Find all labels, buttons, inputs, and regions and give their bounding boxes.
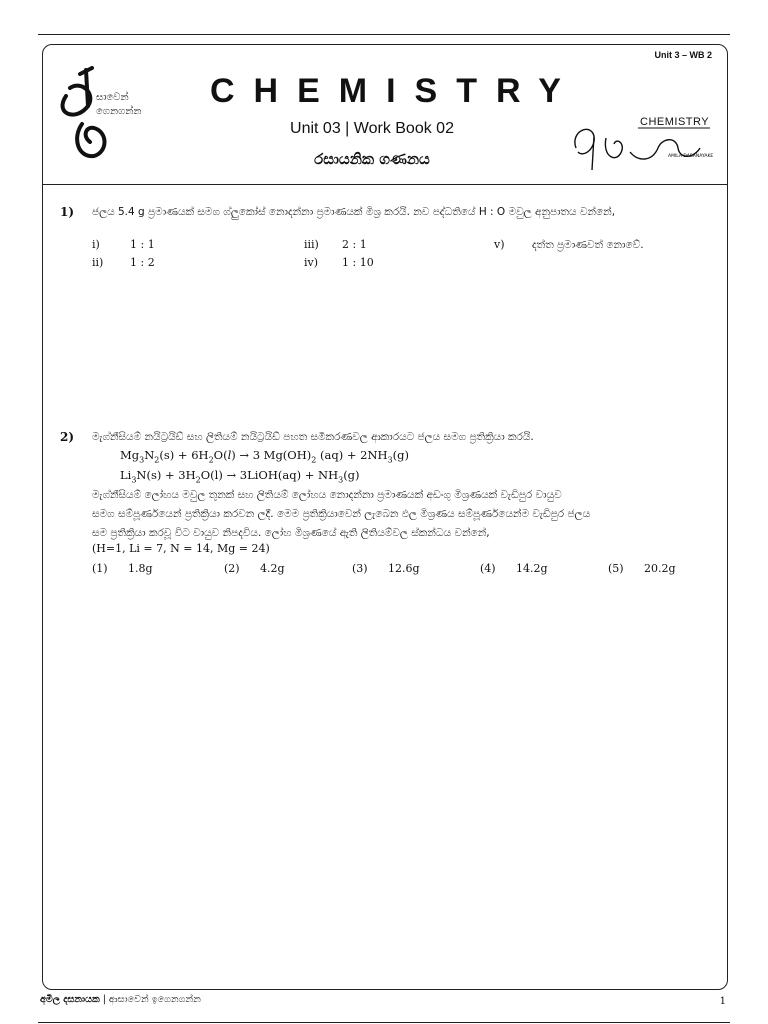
answer-key: (2) <box>224 562 240 575</box>
q2-paragraph-line-3: සම ප්‍රතික්‍රියා කරවූ විට වායුව නිපදවිය. ලෝහ මිශ්‍රණයේ ඇති ලිතියම්වල ස්කන්ධය වන්නේ, <box>92 527 490 539</box>
brand-word: CHEMISTRY <box>640 116 710 128</box>
logo-line-2: ගෙනගන්න <box>96 106 142 117</box>
answer-value: 20.2g <box>644 562 676 575</box>
option-value: 1 : 10 <box>342 256 374 269</box>
answer-value: 4.2g <box>260 562 285 575</box>
option-key: v) <box>494 238 505 251</box>
q2-answer <box>352 562 420 575</box>
logo-line-1: සාවෙන් <box>96 92 129 103</box>
q1-option <box>92 238 155 251</box>
equation-lithium-nitride: $Li_3N(s) + 3H_2O(l)$ → 3LiOH(aq) + $NH_3(g)$ <box>120 468 360 485</box>
header-divider <box>42 184 728 185</box>
page-number: 1 <box>719 996 726 1007</box>
answer-key: (3) <box>352 562 368 575</box>
option-key: ii) <box>92 256 104 269</box>
question-2-number: 2) <box>60 430 75 444</box>
question-1-text: ජලය 5.4 g ප්‍රමාණයක් සමග ග්ලුකෝස් නොදන්නා ප්‍රමාණයක් මිශ්‍ර කරයි. නව පද්ධතියේ H : O මවුල අනුපාතය වන්නේ, <box>92 206 616 218</box>
answer-value: 14.2g <box>516 562 548 575</box>
q1-option <box>92 256 155 269</box>
option-value: දත්ත ප්‍රමාණවත් නොවේ. <box>532 239 644 251</box>
q2-answer <box>608 562 676 575</box>
question-2-intro: මැග්නීසියම් නයිට්‍රයිඩ් සහ ලිතියම් නයිට්‍රයිඩ් පහත සමීකරණවල ආකාරයට ජලය සමග ප්‍රතික්‍රියා කරයි. <box>92 431 534 443</box>
footer-author <box>40 994 201 1005</box>
option-value: 1 : 1 <box>130 238 155 251</box>
option-value: 2 : 1 <box>342 238 367 251</box>
answer-value: 12.6g <box>388 562 420 575</box>
q1-option <box>494 238 644 252</box>
bottom-rule <box>38 1022 730 1023</box>
option-key: i) <box>92 238 100 251</box>
option-key: iii) <box>304 238 319 251</box>
footer-tagline: | ආසාවෙන් ඉගෙනගන්න <box>99 994 201 1005</box>
answer-key: (1) <box>92 562 108 575</box>
relative-atomic-masses: (H=1, Li = 7, N = 14, Mg = 24) <box>92 542 270 555</box>
answer-key: (4) <box>480 562 496 575</box>
q2-answer <box>480 562 548 575</box>
q2-paragraph-line-2: සමග සම්පූර්ණයෙන් ප්‍රතික්‍රියා කරවන ලදී. මෙම ප්‍රතික්‍රියාවෙන් ලැබෙන ඵල මිශ්‍රණය සම්පූර්ණයෙන්ම වැඩිපුර ජලය <box>92 508 591 520</box>
svg-text:AMILA DASANAYAKE: AMILA DASANAYAKE <box>668 154 714 159</box>
equation-magnesium-nitride: $Mg_3N_2(s) + 6H_2O(l) \to 3$ $Mg(OH)_2$ $(aq) + 2NH_3(g)$ <box>120 448 409 465</box>
q2-answer <box>224 562 285 575</box>
footer-author-name: අමිල දසනායක <box>40 994 100 1005</box>
page-title: CHEMISTRY <box>210 72 580 110</box>
answer-key: (5) <box>608 562 624 575</box>
page-subtitle: Unit 03 | Work Book 02 <box>290 120 454 137</box>
q2-answer <box>92 562 153 575</box>
top-rule <box>38 34 730 35</box>
question-1-number: 1) <box>60 205 75 219</box>
unit-tag: Unit 3 – WB 2 <box>654 50 712 60</box>
option-value: 1 : 2 <box>130 256 155 269</box>
option-key: iv) <box>304 256 319 269</box>
q1-option <box>304 256 374 269</box>
answer-value: 1.8g <box>128 562 153 575</box>
q2-paragraph-line-1: මැග්නීසියම් ලෝහය මවුල තුනක් සහ ලිතියම් ලෝහය නොදන්නා ප්‍රමාණයක් අඩංගු මිශ්‍රණයක් වැඩිපුර වායුව <box>92 489 562 501</box>
subject-heading: රසායනික ගණනය <box>314 150 430 168</box>
q1-option <box>304 238 367 251</box>
